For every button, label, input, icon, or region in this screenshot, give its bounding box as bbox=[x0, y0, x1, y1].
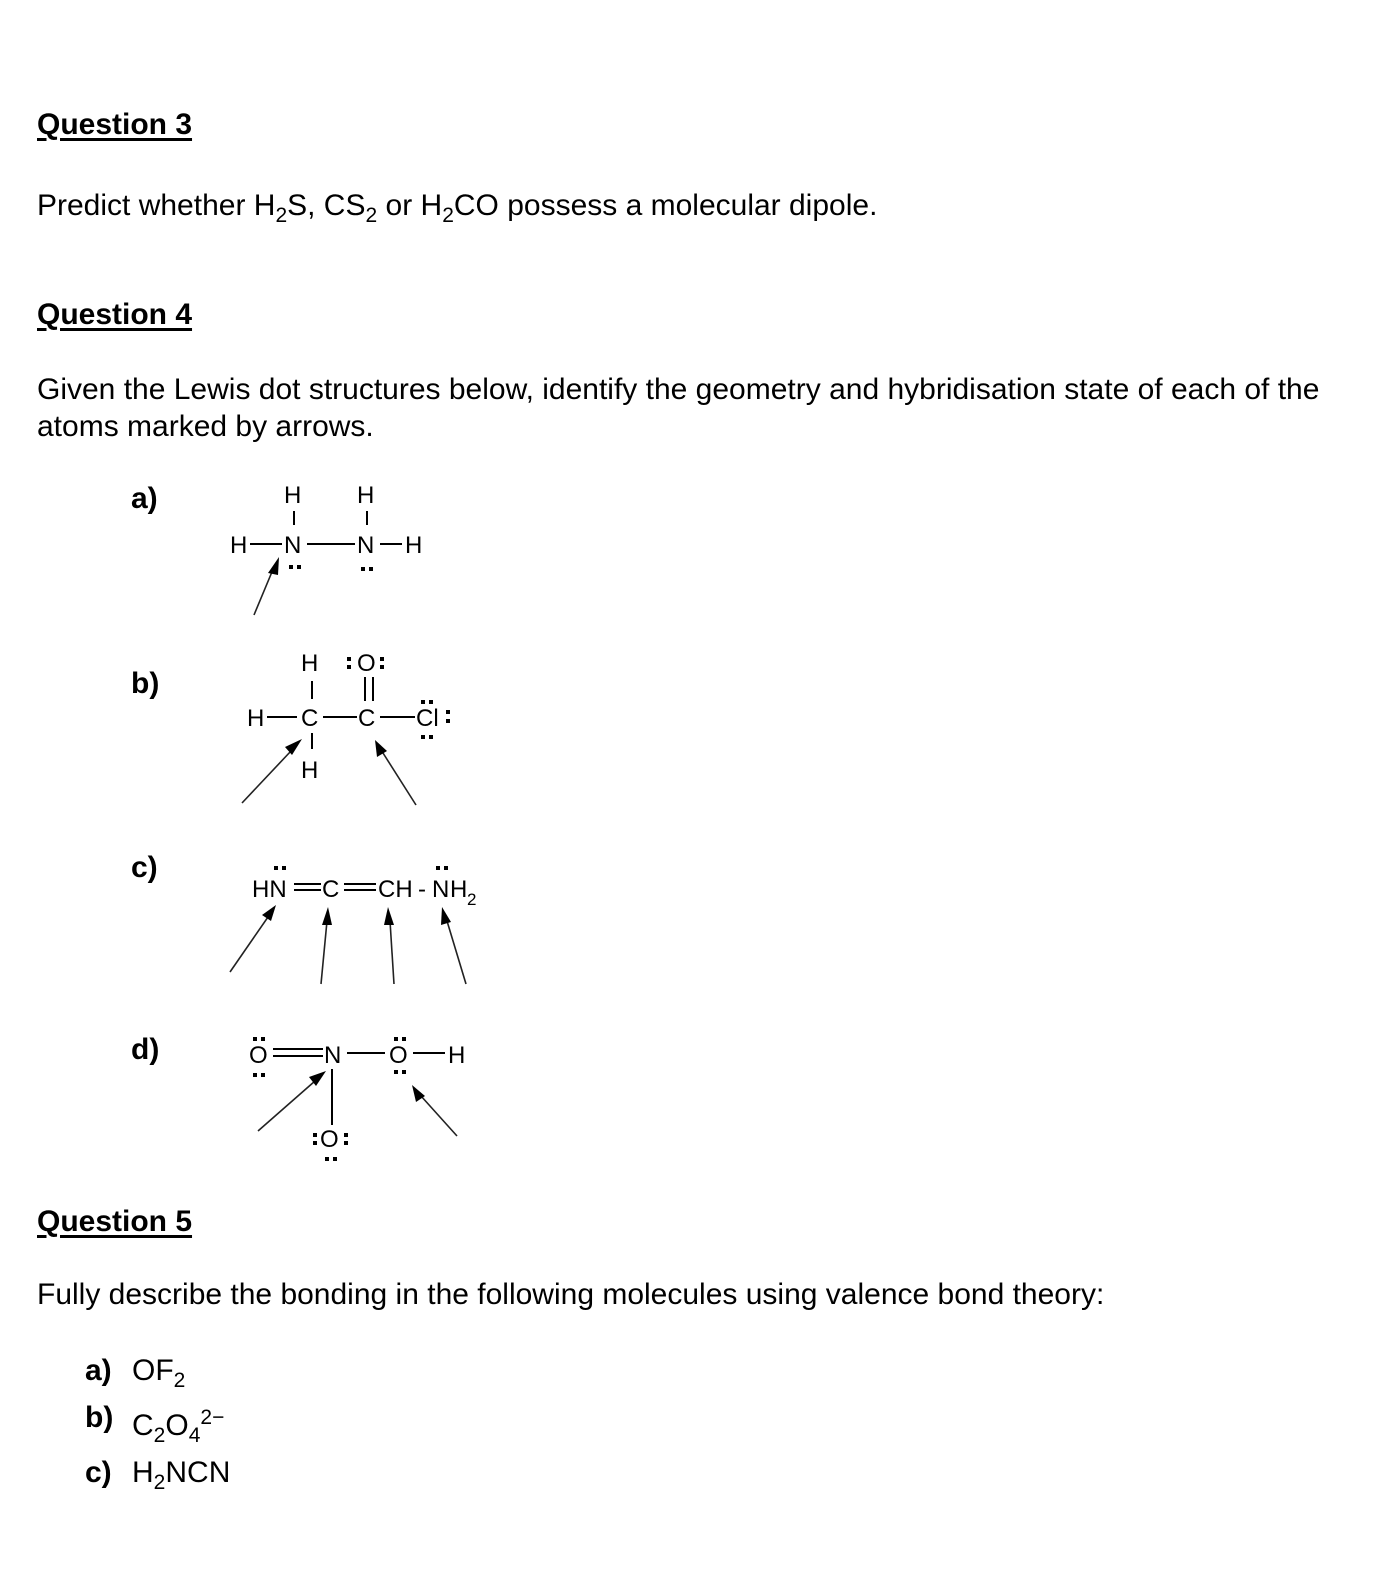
arrowhead bbox=[262, 905, 276, 921]
arrow-line bbox=[258, 1081, 315, 1131]
lone-pair-dot bbox=[369, 567, 373, 571]
structure-a-label: a) bbox=[131, 482, 158, 515]
lone-pair-dot bbox=[253, 1037, 257, 1041]
lone-pair-dot bbox=[394, 1070, 398, 1074]
arrowhead bbox=[375, 740, 387, 757]
lone-pair-dot bbox=[402, 1037, 406, 1041]
lone-pair-dot bbox=[261, 1037, 265, 1041]
lone-pair-dot bbox=[361, 567, 365, 571]
atom-h: H bbox=[230, 532, 248, 559]
structure-c-label: c) bbox=[131, 851, 158, 884]
atom-cl: Cl bbox=[416, 705, 439, 732]
atom-o: O bbox=[320, 1126, 339, 1153]
lone-pair-dot bbox=[253, 1073, 257, 1077]
lone-pair-dot bbox=[274, 866, 278, 870]
arrowhead bbox=[268, 557, 279, 575]
structure-d-label: d) bbox=[131, 1033, 160, 1066]
arrow-line bbox=[321, 921, 327, 984]
structure-b-label: b) bbox=[131, 667, 160, 700]
arrow-line bbox=[230, 917, 268, 972]
item-label: b) bbox=[85, 1401, 114, 1434]
lone-pair-dot bbox=[436, 866, 440, 870]
atom-hn: HN bbox=[252, 876, 287, 903]
lone-pair-dot bbox=[289, 565, 293, 569]
item-label: a) bbox=[85, 1354, 112, 1387]
structure-c-imine bbox=[222, 855, 502, 995]
lone-pair-dot bbox=[380, 665, 384, 669]
lone-pair-dot bbox=[380, 657, 384, 661]
arrowhead bbox=[285, 739, 302, 755]
atom-h: H bbox=[450, 876, 468, 903]
arrow-line bbox=[390, 921, 394, 984]
formula bbox=[132, 1352, 185, 1399]
molecule-list bbox=[85, 1352, 230, 1501]
subscript: 2 bbox=[365, 204, 378, 227]
lone-pair-dot bbox=[421, 700, 425, 704]
subscript: 2 bbox=[275, 204, 288, 227]
atom-c: C bbox=[358, 705, 376, 732]
atom-o: O bbox=[249, 1042, 268, 1069]
question-4-heading: Question 4 bbox=[37, 298, 193, 331]
question-5-heading: Question 5 bbox=[37, 1205, 193, 1238]
atom-c: C bbox=[301, 705, 319, 732]
atom-c: C bbox=[322, 876, 340, 903]
lone-pair-dot bbox=[282, 866, 286, 870]
lone-pair-dot bbox=[394, 1037, 398, 1041]
atom-h: H bbox=[301, 650, 319, 677]
atom-h: H bbox=[357, 482, 375, 509]
lone-pair-dot bbox=[261, 1073, 265, 1077]
atom-h: H bbox=[284, 482, 302, 509]
subscript: 2 bbox=[153, 1424, 166, 1447]
subscript: 2 bbox=[153, 1471, 166, 1494]
lone-pair-dot bbox=[421, 735, 425, 739]
formula-part: C bbox=[132, 1409, 154, 1442]
atom-h: H bbox=[405, 532, 423, 559]
atom-h: H bbox=[448, 1042, 466, 1069]
formula-part: H bbox=[132, 1456, 154, 1489]
question-4-text: Given the Lewis dot structures below, identify the geometry and hybridisation state of each of the atoms marked by arrows. bbox=[37, 373, 1320, 443]
bond-dash: - bbox=[418, 876, 426, 903]
lone-pair-dot bbox=[347, 665, 351, 669]
formula-part: NCN bbox=[165, 1456, 231, 1489]
lone-pair-dot bbox=[446, 719, 450, 723]
atom-ch: CH bbox=[378, 876, 413, 903]
arrowhead bbox=[441, 907, 451, 925]
atom-h: H bbox=[247, 705, 265, 732]
lone-pair-dot bbox=[313, 1141, 317, 1145]
subscript: 2 bbox=[442, 204, 454, 227]
subscript: 2 bbox=[173, 1369, 186, 1392]
list-item bbox=[85, 1399, 230, 1454]
lone-pair-dot bbox=[402, 1070, 406, 1074]
arrow-line bbox=[447, 921, 466, 984]
text-part: or H bbox=[377, 189, 443, 222]
structure-a-hydrazine bbox=[220, 475, 460, 625]
atom-n: N bbox=[432, 876, 450, 903]
superscript-charge: 2− bbox=[200, 1406, 225, 1429]
lone-pair-dot bbox=[429, 700, 433, 704]
formula-part: O bbox=[165, 1409, 189, 1442]
lone-pair-dot bbox=[344, 1141, 348, 1145]
arrowhead bbox=[322, 907, 332, 925]
atom-h: H bbox=[301, 757, 319, 784]
lone-pair-dot bbox=[333, 1157, 337, 1161]
formula-part: OF bbox=[132, 1354, 174, 1387]
lone-pair-dot bbox=[446, 710, 450, 714]
text-part: CO possess a molecular dipole. bbox=[453, 189, 878, 222]
arrow-line bbox=[242, 751, 291, 803]
lone-pair-dot bbox=[344, 1133, 348, 1137]
structure-d-nitric-acid bbox=[235, 1025, 485, 1180]
lone-pair-dot bbox=[429, 735, 433, 739]
atom-o: O bbox=[357, 650, 376, 677]
list-item bbox=[85, 1352, 230, 1399]
lone-pair-dot bbox=[347, 657, 351, 661]
list-item bbox=[85, 1454, 230, 1501]
arrowhead bbox=[384, 907, 394, 925]
arrow-line bbox=[254, 567, 274, 615]
question-5-text: Fully describe the bonding in the following molecules using valence bond theory: bbox=[37, 1278, 1105, 1311]
subscript: 2 bbox=[467, 890, 477, 909]
text-part: S, CS bbox=[287, 189, 366, 222]
lone-pair-dot bbox=[297, 565, 301, 569]
atom-n: N bbox=[284, 532, 302, 559]
atom-n: N bbox=[357, 532, 375, 559]
structure-b-acetyl-chloride bbox=[225, 645, 485, 820]
lone-pair-dot bbox=[313, 1133, 317, 1137]
item-label: c) bbox=[85, 1456, 112, 1489]
question-3-heading: Question 3 bbox=[37, 108, 193, 141]
atom-n: N bbox=[324, 1042, 342, 1069]
arrow-line bbox=[421, 1096, 457, 1136]
subscript: 4 bbox=[188, 1424, 201, 1447]
question-3-text bbox=[37, 187, 1357, 234]
atom-o: O bbox=[389, 1042, 408, 1069]
arrow-line bbox=[383, 753, 416, 805]
formula bbox=[132, 1399, 224, 1454]
formula bbox=[132, 1454, 230, 1501]
text-part: Predict whether H bbox=[37, 189, 276, 222]
lone-pair-dot bbox=[325, 1157, 329, 1161]
lone-pair-dot bbox=[444, 866, 448, 870]
